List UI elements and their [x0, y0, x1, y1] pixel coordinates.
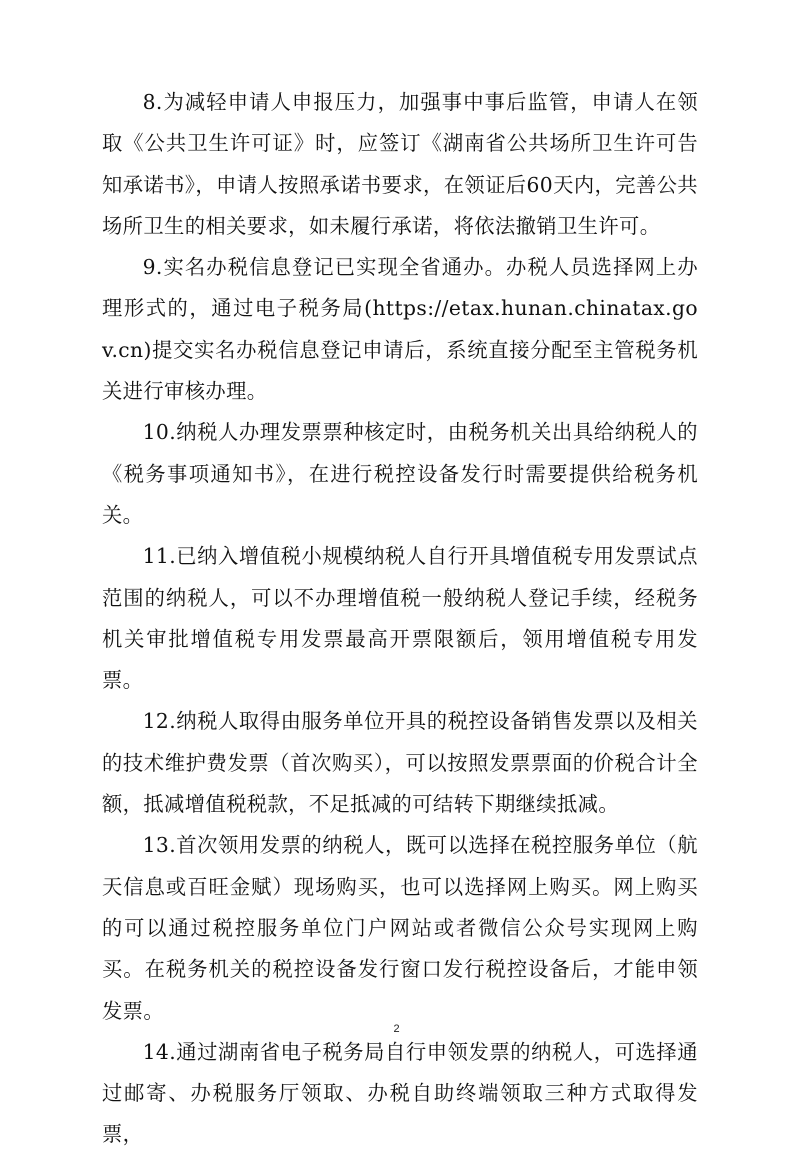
document-body — [102, 82, 698, 1156]
page-number: 2 — [393, 1023, 400, 1035]
paragraph-item-12: 12.纳税人取得由服务单位开具的税控设备销售发票以及相关的技术维护费发票（首次购买），可以按照发票票面的价税合计全额，抵减增值税税款，不足抵减的可结转下期继续抵减。 — [102, 709, 698, 817]
paragraph-item-11: 11.已纳入增值税小规模纳税人自行开具增值税专用发票试点范围的纳税人，可以不办理增值税一般纳税人登记手续，经税务机关审批增值税专用发票最高开票限额后，领用增值税专用发票。 — [102, 544, 698, 693]
paragraph-item-8: 8.为减轻申请人申报压力，加强事中事后监管，申请人在领取《公共卫生许可证》时，应签订《湖南省公共场所卫生许可告知承诺书》，申请人按照承诺书要求，在领证后60天内，完善公共场所卫生的相关要求，如未履行承诺，将依法撤销卫生许可。 — [102, 90, 698, 238]
paragraph-item-10: 10.纳税人办理发票票种核定时，由税务机关出具给纳税人的《税务事项通知书》，在进行税控设备发行时需要提供给税务机关。 — [102, 420, 698, 527]
paragraph-item-13: 13.首次领用发票的纳税人，既可以选择在税控服务单位（航天信息或百旺金赋）现场购买，也可以选择网上购买。网上购买的可以通过税控服务单位门户网站或者微信公众号实现网上购买。在税务机关的税控设备发行窗口发行税控设备后，才能申领发票。 — [102, 833, 698, 1023]
paragraph-item-9: 9.实名办税信息登记已实现全省通办。办税人员选择网上办理形式的，通过电子税务局(https://etax.hunan.chinatax.gov.cn)提交实名办税信息登记申请后，系统直接分配至主管税务机关进行审核办理。 — [102, 255, 698, 404]
paragraph-item-14: 14.通过湖南省电子税务局自行申领发票的纳税人，可选择通过邮寄、办税服务厅领取、办税自助终端领取三种方式取得发票， — [102, 1039, 698, 1147]
